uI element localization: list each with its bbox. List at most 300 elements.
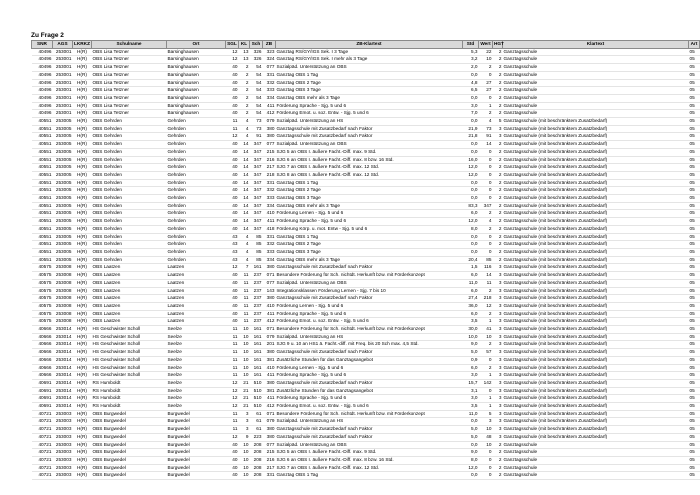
cell-wert: 2 [479,364,493,372]
table-row [32,287,700,295]
cell-wert: 0 [479,179,493,187]
cell-wert: 0 [479,356,493,364]
cell-hgt: 3 [493,356,503,364]
cell-art: 05 [689,318,700,326]
cell-hgt: 3 [493,272,503,280]
cell-schulname: RS Humboldt [92,403,167,411]
cell-ags: 253003 [53,449,73,457]
cell-ort: Gehrden [167,233,226,241]
cell-ags: 253005 [53,171,73,179]
cell-lkrkz: H(R) [73,156,92,164]
cell-kl: 3 [239,426,250,434]
cell-lkrkz: H(R) [73,410,92,418]
cell-kl: 11 [239,295,250,303]
cell-wert: 5 [479,410,493,418]
cell-art: 05 [689,387,700,395]
cell-art: 05 [689,241,700,249]
cell-art: 05 [689,356,700,364]
cell-lkrkz: H(R) [73,71,92,79]
cell-wert: 3 [479,418,493,426]
cell-ort: Laatzen [167,272,226,280]
cell-std: 12,0 [463,464,479,472]
cell-wert: 73 [479,125,493,133]
cell-sgl: 40 [226,210,239,218]
cell-wert: 0 [479,187,493,195]
cell-art: 05 [689,233,700,241]
cell-ags: 253014 [53,372,73,380]
cell-sgl: 40 [226,110,239,118]
cell-art: 05 [689,64,700,72]
cell-art: 05 [689,79,700,87]
cell-hgt: 2 [493,110,503,118]
cell-lkrkz: H(R) [73,256,92,264]
cell-art: 05 [689,248,700,256]
cell-schulname: HS Geschwister Scholl [92,372,167,380]
cell-snr: 40551 [32,118,53,126]
cell-zb: 332 [263,79,276,87]
cell-art: 05 [689,87,700,95]
cell-kl: 4 [239,256,250,264]
cell-wert: 218 [479,295,493,303]
cell-ort: Burgwedel [167,441,226,449]
cell-sgl: 11 [226,356,239,364]
cell-klartext: Ganztagsschule (mit beschränktem Zusatzbedarf) [503,118,689,126]
cell-zb-klartext: Förderung Lernen - Sjg. 5 und 6 [276,364,463,372]
table-row [32,295,700,303]
cell-ort: Seelze [167,356,226,364]
cell-snr: 40551 [32,148,53,156]
cell-kl: 10 [239,356,250,364]
cell-wert: 10 [479,333,493,341]
cell-hgt: 3 [493,125,503,133]
cell-sgl: 11 [226,410,239,418]
cell-zb: 411 [263,372,276,380]
cell-klartext: Ganztagsschule (mit beschränktem Zusatzbedarf) [503,179,689,187]
cell-ags: 253005 [53,187,73,195]
cell-ort: Barsinghausen [167,71,226,79]
cell-std: 12,0 [463,164,479,172]
cell-ags: 253005 [53,195,73,203]
cell-ags: 253014 [53,333,73,341]
cell-hgt: 3 [493,410,503,418]
cell-wert: 1 [479,318,493,326]
cell-art: 05 [689,125,700,133]
cell-zb-klartext: Sozialpäd. Unterstützung an OBS [276,441,463,449]
cell-snr: 40551 [32,225,53,233]
cell-snr: 40721 [32,464,53,472]
cell-schulname: OBS Lisa Tetzner [92,87,167,95]
cell-std: 3,0 [463,102,479,110]
cell-wert: 91 [479,133,493,141]
cell-hgt: 2 [493,256,503,264]
cell-sch: 73 [250,118,263,126]
cell-klartext: Ganztagsschule [503,64,689,72]
table-row [32,433,700,441]
cell-klartext: Ganztagsschule (mit beschränktem Zusatzbedarf) [503,372,689,380]
cell-schulname: OBS Burgwedel [92,456,167,464]
cell-klartext: Ganztagsschule [503,56,689,64]
table-row [32,464,700,472]
cell-schulname: OBS Gehrden [92,179,167,187]
cell-ort: Laatzen [167,279,226,287]
cell-ags: 253005 [53,218,73,226]
cell-sch: 347 [250,156,263,164]
cell-klartext: Ganztagsschule (mit beschränktem Zusatzbedarf) [503,248,689,256]
cell-schulname: HS Geschwister Scholl [92,356,167,364]
cell-zb-klartext: Ganztag RS/GY/IGS Sek. I 3 Tage [276,48,463,56]
cell-sgl: 12 [226,56,239,64]
cell-klartext: Ganztagsschule (mit beschränktem Zusatzbedarf) [503,326,689,334]
cell-wert: 27 [479,79,493,87]
cell-zb-klartext: Förderung Emot. u. soz. Entw. - Sjg. 5 und 6 [276,403,463,411]
cell-schulname: OBS Lisa Tetzner [92,110,167,118]
cell-sch: 85 [250,233,263,241]
cell-sgl: 12 [226,264,239,272]
cell-snr: 40496 [32,102,53,110]
cell-kl: 14 [239,164,250,172]
cell-lkrkz: H(R) [73,464,92,472]
cell-art: 05 [689,218,700,226]
cell-sgl: 12 [226,133,239,141]
cell-zb-klartext: Förderung Sprache - Sjg. 5 und 6 [276,395,463,403]
cell-art: 05 [689,210,700,218]
table-row [32,148,700,156]
cell-wert: 41 [479,326,493,334]
cell-std: 4,8 [463,79,479,87]
cell-lkrkz: H(R) [73,164,92,172]
cell-zb-klartext: Sozialpäd. Unterstützung an HS [276,418,463,426]
cell-klartext: Ganztagsschule (mit beschränktem Zusatzbedarf) [503,156,689,164]
cell-wert: 0 [479,164,493,172]
cell-zb: 077 [263,141,276,149]
cell-snr: 40721 [32,433,53,441]
cell-schulname: OBS Lisa Tetzner [92,64,167,72]
cell-schulname: RS Humboldt [92,387,167,395]
cell-zb-klartext: Ganztag OBS 1 Tag [276,71,463,79]
cell-sgl: 11 [226,426,239,434]
cell-art: 05 [689,171,700,179]
cell-sgl: 43 [226,248,239,256]
table-row [32,372,700,380]
cell-zb: 412 [263,403,276,411]
cell-ags: 253001 [53,64,73,72]
cell-ags: 253014 [53,387,73,395]
cell-ags: 253014 [53,379,73,387]
cell-ort: Burgwedel [167,449,226,457]
cell-zb-klartext: Sozialpäd. Unterstützung an HS [276,118,463,126]
cell-kl: 21 [239,387,250,395]
cell-std: 5,0 [463,433,479,441]
cell-hgt: 5 [493,118,503,126]
cell-std: 7,0 [463,110,479,118]
cell-kl: 10 [239,372,250,380]
cell-lkrkz: H(R) [73,403,92,411]
cell-zb-klartext: Ganztag OBS 1 Tag [276,472,463,480]
cell-snr: 40666 [32,356,53,364]
cell-lkrkz: H(R) [73,326,92,334]
cell-kl: 4 [239,125,250,133]
cell-snr: 40551 [32,218,53,226]
cell-snr: 40551 [32,248,53,256]
cell-std: 3,2 [463,56,479,64]
cell-sgl: 40 [226,79,239,87]
cell-sch: 91 [250,133,263,141]
cell-klartext: Ganztagsschule (mit beschränktem Zusatzbedarf) [503,310,689,318]
cell-hgt: 2 [493,71,503,79]
cell-sch: 161 [250,341,263,349]
cell-std: 9,0 [463,341,479,349]
cell-sch: 61 [250,418,263,426]
cell-std: 0,0 [463,94,479,102]
cell-schulname: OBS Lisa Tetzner [92,79,167,87]
cell-zb: 380 [263,433,276,441]
cell-schulname: OBS Burgwedel [92,464,167,472]
cell-zb: 331 [263,233,276,241]
cell-sgl: 12 [226,48,239,56]
cell-snr: 40551 [32,164,53,172]
cell-klartext: Ganztagsschule [503,449,689,457]
cell-ags: 253003 [53,456,73,464]
cell-snr: 40721 [32,418,53,426]
cell-hgt: 2 [493,164,503,172]
cell-ort: Laatzen [167,310,226,318]
cell-kl: 3 [239,418,250,426]
cell-snr: 40551 [32,179,53,187]
cell-art: 05 [689,195,700,203]
cell-lkrkz: H(R) [73,449,92,457]
cell-snr: 40551 [32,171,53,179]
cell-kl: 10 [239,472,250,480]
cell-kl: 11 [239,318,250,326]
cell-snr: 40496 [32,79,53,87]
cell-schulname: OBS Laatzen [92,279,167,287]
cell-snr: 40496 [32,64,53,72]
cell-zb: 215 [263,449,276,457]
cell-lkrkz: H(R) [73,264,92,272]
cell-snr: 40691 [32,379,53,387]
cell-lkrkz: H(R) [73,441,92,449]
cell-ags: 253003 [53,464,73,472]
table-row [32,403,700,411]
cell-wert: 2 [479,64,493,72]
cell-ags: 253001 [53,48,73,56]
cell-sch: 161 [250,349,263,357]
cell-hgt: 2 [493,241,503,249]
cell-ags: 253005 [53,233,73,241]
cell-ags: 253003 [53,433,73,441]
table-row [32,387,700,395]
cell-hgt: 2 [493,141,503,149]
cell-schulname: OBS Gehrden [92,195,167,203]
cell-snr: 40721 [32,410,53,418]
cell-wert: 347 [479,202,493,210]
cell-std: 0,0 [463,241,479,249]
cell-sgl: 11 [226,364,239,372]
cell-sgl: 40 [226,295,239,303]
cell-sgl: 43 [226,241,239,249]
cell-snr: 40496 [32,71,53,79]
cell-snr: 40666 [32,326,53,334]
cell-ags: 253003 [53,410,73,418]
cell-hgt: 2 [493,202,503,210]
cell-hgt: 2 [493,195,503,203]
cell-std: 6,0 [463,310,479,318]
cell-lkrkz: H(R) [73,94,92,102]
cell-zb-klartext: Förderung Lernen - Sjg. 5 und 6 [276,302,463,310]
cell-snr: 40721 [32,449,53,457]
cell-kl: 11 [239,287,250,295]
cell-lkrkz: H(R) [73,87,92,95]
cell-snr: 40551 [32,125,53,133]
table-row [32,456,700,464]
cell-zb-klartext: Sozialpäd. Unterstützung an OBS [276,279,463,287]
cell-art: 05 [689,187,700,195]
cell-sgl: 40 [226,195,239,203]
cell-ags: 253005 [53,118,73,126]
cell-lkrkz: H(R) [73,187,92,195]
cell-ort: Gehrden [167,241,226,249]
cell-std: 0,0 [463,248,479,256]
cell-snr: 40551 [32,133,53,141]
cell-snr: 40575 [32,279,53,287]
cell-ags: 253005 [53,256,73,264]
cell-hgt: 2 [493,171,503,179]
cell-lkrkz: H(R) [73,310,92,318]
cell-kl: 10 [239,364,250,372]
cell-schulname: OBS Gehrden [92,202,167,210]
cell-ags: 253001 [53,79,73,87]
cell-kl: 14 [239,187,250,195]
cell-ags: 253008 [53,295,73,303]
cell-schulname: OBS Lisa Tetzner [92,48,167,56]
table-row [32,349,700,357]
cell-zb: 410 [263,364,276,372]
cell-zb-klartext: Sozialpäd. Unterstützung an OBS [276,64,463,72]
cell-kl: 14 [239,195,250,203]
cell-sgl: 40 [226,464,239,472]
cell-ags: 253008 [53,318,73,326]
cell-zb: 332 [263,241,276,249]
cell-kl: 14 [239,210,250,218]
cell-hgt: 2 [493,210,503,218]
cell-std: 5,3 [463,48,479,56]
cell-art: 05 [689,295,700,303]
table-header-row [32,41,700,49]
cell-zb-klartext: Förderung Emot. u. soz. Entw. - Sjg. 5 und 6 [276,318,463,326]
cell-lkrkz: H(R) [73,341,92,349]
cell-std: 16,0 [463,156,479,164]
cell-lkrkz: H(R) [73,225,92,233]
cell-hgt: 3 [493,302,503,310]
cell-std: 6,0 [463,364,479,372]
cell-sch: 54 [250,87,263,95]
cell-art: 05 [689,410,700,418]
cell-sgl: 40 [226,318,239,326]
cell-lkrkz: H(R) [73,56,92,64]
cell-zb-klartext: Förderung Sprache - Sjg. 5 und 6 [276,102,463,110]
cell-sgl: 12 [226,433,239,441]
cell-sch: 85 [250,256,263,264]
cell-zb-klartext: Ganztag OBS 3 Tage [276,195,463,203]
cell-sgl: 40 [226,141,239,149]
cell-zb-klartext: Ganztag OBS mehr als 3 Tage [276,256,463,264]
cell-zb-klartext: SJG 6 an OBS I. äußere Facht.-Diff. max. 8 bzw. 16 Std. [276,156,463,164]
cell-lkrkz: H(R) [73,141,92,149]
cell-schulname: OBS Gehrden [92,256,167,264]
cell-ort: Burgwedel [167,410,226,418]
cell-snr: 40666 [32,364,53,372]
cell-schulname: HS Geschwister Scholl [92,341,167,349]
cell-lkrkz: H(R) [73,364,92,372]
cell-schulname: OBS Gehrden [92,133,167,141]
cell-klartext: Ganztagsschule (mit beschränktem Zusatzbedarf) [503,210,689,218]
cell-lkrkz: H(R) [73,472,92,480]
cell-sgl: 40 [226,71,239,79]
cell-klartext: Ganztagsschule (mit beschränktem Zusatzbedarf) [503,256,689,264]
cell-wert: 22 [479,48,493,56]
cell-zb: 079 [263,418,276,426]
cell-zb: 331 [263,179,276,187]
cell-sch: 347 [250,187,263,195]
cell-sch: 161 [250,264,263,272]
cell-sgl: 40 [226,310,239,318]
cell-zb-klartext: Sozialpäd. Unterstützung an HS [276,333,463,341]
cell-std: 11,0 [463,410,479,418]
table-row [32,379,700,387]
cell-art: 05 [689,364,700,372]
cell-wert: 0 [479,241,493,249]
cell-zb-klartext: Ganztag OBS 2 Tage [276,187,463,195]
table-row [32,233,700,241]
table-row [32,102,700,110]
cell-std: 6,5 [463,87,479,95]
cell-zb: 334 [263,94,276,102]
cell-sgl: 12 [226,403,239,411]
cell-zb: 201 [263,341,276,349]
cell-sch: 347 [250,171,263,179]
cell-sgl: 40 [226,187,239,195]
cell-ags: 253005 [53,248,73,256]
column-header-sgl: SGL [226,41,239,49]
cell-hgt: 2 [493,94,503,102]
cell-art: 05 [689,341,700,349]
cell-wert: 116 [479,264,493,272]
cell-sch: 237 [250,272,263,280]
cell-schulname: RS Humboldt [92,379,167,387]
page-title: Zu Frage 2 [31,32,64,39]
cell-wert: 2 [479,225,493,233]
cell-zb: 216 [263,156,276,164]
cell-schulname: OBS Burgwedel [92,472,167,480]
cell-hgt: 3 [493,287,503,295]
cell-sgl: 40 [226,102,239,110]
cell-ags: 253014 [53,395,73,403]
cell-std: 12,0 [463,171,479,179]
cell-hgt: 2 [493,233,503,241]
cell-sgl: 11 [226,333,239,341]
cell-std: 0,0 [463,141,479,149]
cell-ags: 253014 [53,326,73,334]
cell-sch: 61 [250,426,263,434]
cell-zb-klartext: Förderung Sprache - Sjg. 5 und 6 [276,218,463,226]
cell-klartext: Ganztagsschule (mit beschränktem Zusatzbedarf) [503,356,689,364]
cell-schulname: OBS Lisa Tetzner [92,102,167,110]
cell-schulname: OBS Gehrden [92,241,167,249]
cell-ort: Gehrden [167,156,226,164]
cell-wert: 2 [479,110,493,118]
cell-ort: Seelze [167,333,226,341]
cell-ort: Gehrden [167,133,226,141]
